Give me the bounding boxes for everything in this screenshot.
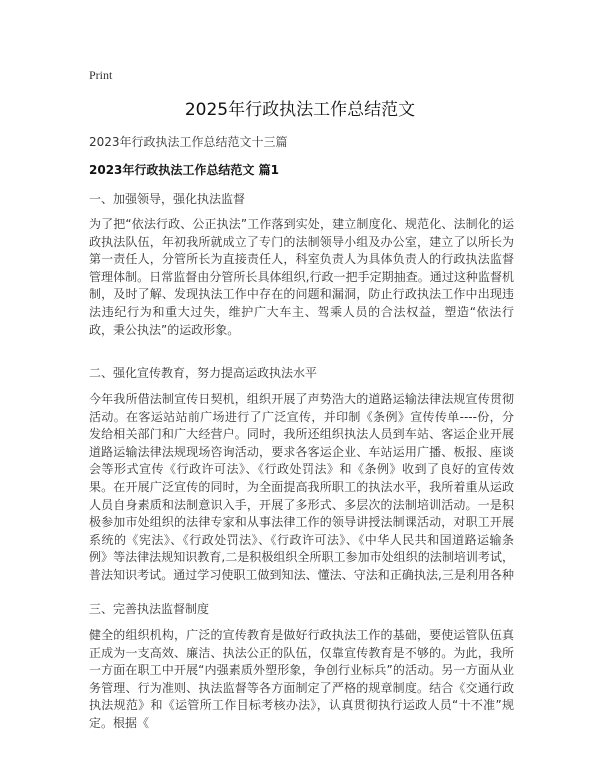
document-subtitle: 2023年行政执法工作总结范文十三篇	[89, 135, 288, 149]
section-heading-2: 二、强化宣传教育，努力提高运政执法水平	[89, 366, 318, 380]
section-body-2: 今年我所借法制宣传日契机，组织开展了声势浩大的道路运输法律法规宣传贯彻活动。在客运站站前广场进行了广泛宣传，并印制《条例》宣传传单----份，分发给相关部门和广大经营户。同时，我所还组织执法人员到车站、客运企业开展道路运输法律法规现场咨询活动，要求各客运企业、车站运用广播、板报、座谈会等形式宣传《行政许可法》、《行政处罚法》和《条例》收到了良好的宣传效果。在开展广泛宣传的同时，为全面提高我所职工的执法水平，我所着重从运政人员自身素质和法制意识入手，开展了多形式、多层次的法制培训活动。一是积极参加市处组织的法律专家和从事法律工作的领导讲授法制课活动，对职工开展系统的《宪法》、《行政处罚法》、《行政许可法》、《中华人民共和国道路运输条例》等法律法规知识教育,二是积极组织全所职工参加市处组织的法制培训考试，普法知识考试。通过学习使职工做到知法、懂法、守法和正确执法,三是利用各种	[89, 392, 514, 582]
article-heading: 2023年行政执法工作总结范文 篇1	[89, 163, 279, 177]
section-body-1: 为了把“依法行政、公正执法”工作落到实处，建立制度化、规范化、法制化的运政执法队伍，年初我所就成立了专门的法制领导小组及办公室，建立了以所长为第一责任人，分管所长为直接责任人，科室负责人为具体负责人的行政执法监督管理体制。日常监督由分管所长具体组织,行政一把手定期抽查。通过这种监督机制，及时了解、发现执法工作中存在的问题和漏洞，防止行政执法工作中出现违法违纪行为和重大过失，维护广大车主、驾乘人员的合法权益，塑造“依法行政，秉公执法”的运政形象。	[89, 217, 514, 337]
print-label: Print	[89, 68, 113, 82]
section-heading-1: 一、加强领导，强化执法监督	[89, 192, 246, 206]
section-heading-3: 三、完善执法监督制度	[89, 602, 210, 616]
section-body-3: 健全的组织机构，广泛的宣传教育是做好行政执法工作的基础，要使运管队伍真正成为一支高效、廉洁、执法公正的队伍，仅靠宣传教育是不够的。为此，我所一方面在职工中开展“内强素质外塑形象，争创行业标兵”的活动。另一方面从业务管理、行为准则、执法监督等各方面制定了严格的规章制度。结合《交通行政执法规范》和《运管所工作目标考核办法》，认真贯彻执行运政人员“十不准”规定。根据《	[89, 628, 514, 730]
page-title: 2025年行政执法工作总结范文	[184, 100, 416, 120]
